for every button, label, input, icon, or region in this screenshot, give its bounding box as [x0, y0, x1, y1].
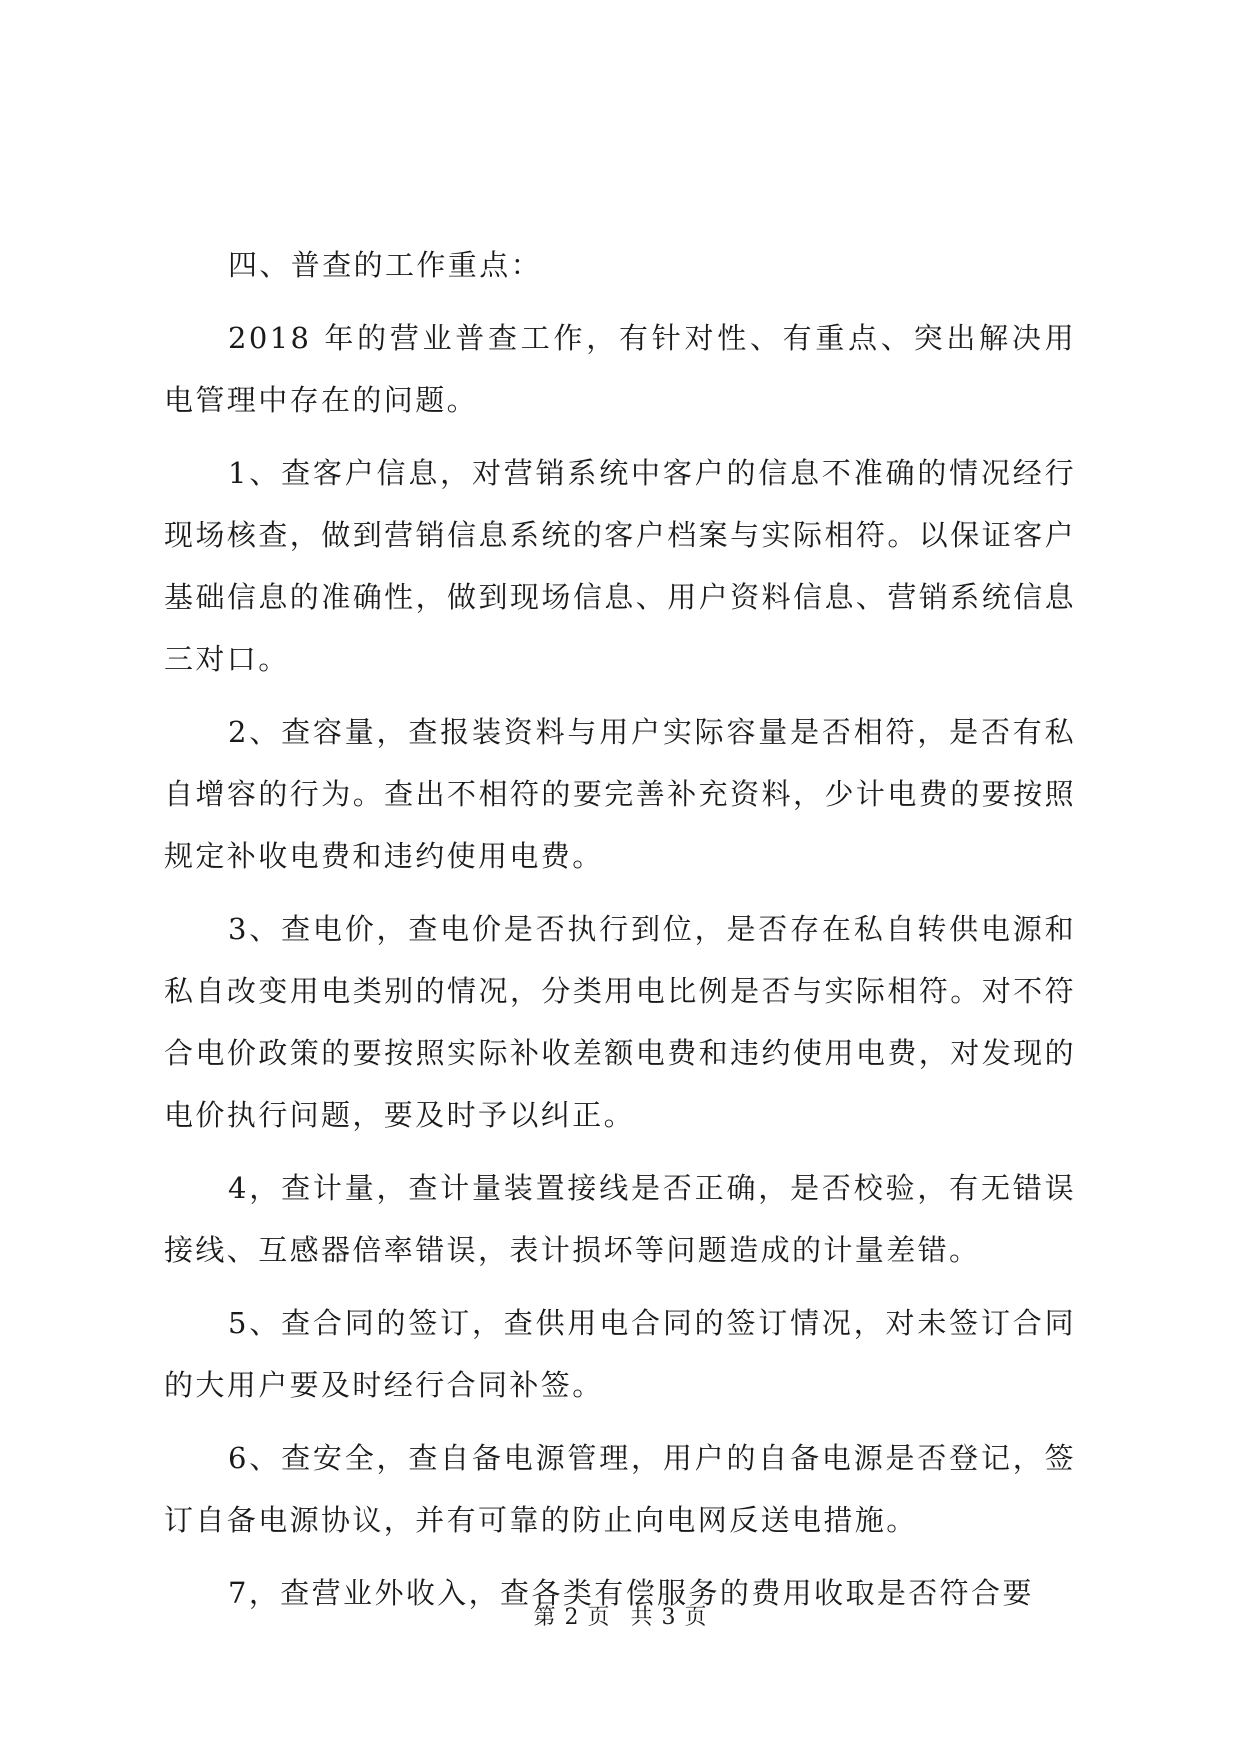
paragraph-item-5: 5、查合同的签订，查供用电合同的签订情况，对未签订合同的大用户要及时经行合同补签。: [164, 1306, 1076, 1402]
paragraph-item-2: 2、查容量，查报装资料与用户实际容量是否相符，是否有私自增容的行为。查出不相符的要完善补充资料，少计电费的要按照规定补收电费和违约使用电费。: [164, 715, 1076, 873]
paragraph-item-7: 7，查营业外收入，查各类有偿服务的费用收取是否符合要: [228, 1576, 1034, 1610]
paragraph-intro: 2018 年的营业普查工作，有针对性、有重点、突出解决用电管理中存在的问题。: [164, 321, 1076, 417]
page-total: 共 3 页: [630, 1605, 708, 1630]
paragraph-item-6: 6、查安全，查自备电源管理，用户的自备电源是否登记，签订自备电源协议，并有可靠的防止向电网反送电措施。: [164, 1441, 1076, 1537]
page-number: 第 2 页: [533, 1605, 611, 1630]
document-body: [164, 234, 1076, 1635]
section-heading: 四、普查的工作重点：: [228, 248, 543, 282]
paragraph-item-1: 1、查客户信息，对营销系统中客户的信息不准确的情况经行现场核查，做到营销信息系统的客户档案与实际相符。以保证客户基础信息的准确性，做到现场信息、用户资料信息、营销系统信息三对口。: [164, 456, 1076, 676]
paragraph-item-3: 3、查电价，查电价是否执行到位，是否存在私自转供电源和私自改变用电类别的情况，分类用电比例是否与实际相符。对不符合电价政策的要按照实际补收差额电费和违约使用电费，对发现的电价执行问题，要及时予以纠正。: [164, 912, 1076, 1132]
page-footer: [0, 1600, 1241, 1631]
paragraph-item-4: 4，查计量，查计量装置接线是否正确，是否校验，有无错误接线、互感器倍率错误，表计损坏等问题造成的计量差错。: [164, 1171, 1076, 1267]
